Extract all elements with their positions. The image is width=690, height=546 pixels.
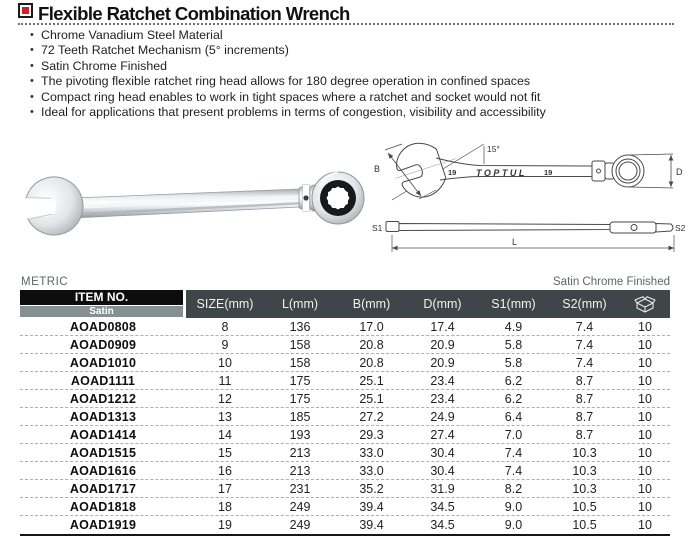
spec-cell-d: 31.9 — [430, 481, 455, 496]
page-title: Flexible Ratchet Combination Wrench — [38, 3, 350, 24]
spec-cell-size: 13 — [218, 409, 232, 424]
table-row — [20, 372, 670, 390]
spec-cell-l: 213 — [289, 463, 311, 478]
dim-b-label: B — [374, 164, 381, 174]
carton-box-icon — [634, 296, 656, 313]
angle-label: 15° — [487, 144, 500, 154]
dim-l-label: L — [512, 237, 518, 247]
item-no-cell: AOAD1313 — [69, 409, 137, 424]
spec-cell-s2: 8.7 — [575, 427, 594, 442]
feature-item: • 72 Teeth Ratchet Mechanism (5° increments) — [30, 43, 546, 58]
item-no-cell: AOAD1717 — [69, 481, 137, 496]
spec-cell-s1: 6.4 — [504, 409, 523, 424]
spec-cell-size: 10 — [218, 355, 232, 370]
spec-cell-d: 34.5 — [430, 499, 455, 514]
pack-qty-cell: 10 — [638, 373, 652, 388]
pack-qty-cell: 10 — [638, 518, 652, 532]
spec-table-rows — [20, 318, 670, 536]
dim-s1-label: S1 — [372, 223, 383, 233]
spec-cell-b: 39.4 — [359, 518, 384, 532]
spec-cell-b: 25.1 — [359, 373, 384, 388]
spec-cell-d: 27.4 — [430, 427, 455, 442]
feature-item: • Compact ring head enables to work in tight spaces where a ratchet and socket would not fit — [30, 90, 546, 105]
spec-cell-d: 30.4 — [430, 463, 455, 478]
metric-label: METRIC — [21, 276, 69, 288]
feature-item: • Satin Chrome Finished — [30, 59, 546, 74]
spec-cell-b: 17.0 — [359, 319, 384, 334]
table-row — [20, 354, 670, 372]
title-underline-dots — [18, 23, 674, 25]
spec-cell-s2: 8.7 — [575, 409, 594, 424]
spec-cell-s2: 10.5 — [572, 499, 597, 514]
spec-cell-b: 27.2 — [359, 409, 384, 424]
table-row — [20, 390, 670, 408]
pack-qty-cell: 10 — [638, 445, 652, 460]
table-row — [20, 336, 670, 354]
spec-cell-s2: 7.4 — [575, 337, 594, 352]
item-no-cell: AOAD0909 — [69, 337, 137, 352]
feature-list — [30, 28, 546, 120]
pack-qty-cell: 10 — [638, 319, 652, 334]
spec-cell-size: 12 — [218, 391, 232, 406]
spec-cell-s2: 10.3 — [572, 481, 597, 496]
item-no-cell: AOAD0808 — [69, 319, 137, 334]
spec-cell-s1: 5.8 — [504, 355, 523, 370]
open-end-head — [16, 170, 90, 251]
spec-cell-d: 23.4 — [430, 391, 455, 406]
pack-qty-cell: 10 — [638, 463, 652, 478]
pack-qty-cell: 10 — [638, 427, 652, 442]
spec-cell-s2: 10.5 — [572, 518, 597, 532]
pack-qty-cell: 10 — [638, 355, 652, 370]
pack-qty-header — [620, 296, 670, 313]
spec-cell-size: 16 — [218, 463, 232, 478]
spec-cell-s1: 5.8 — [504, 337, 523, 352]
table-row — [20, 480, 670, 498]
item-no-cell: AOAD1212 — [69, 391, 137, 406]
wrench-photo — [16, 148, 368, 266]
dim-s2-label: S2 — [675, 223, 686, 233]
column-header: S1(mm) — [491, 297, 536, 311]
spec-cell-l: 158 — [289, 355, 311, 370]
ratchet-ring-head — [312, 172, 364, 224]
spec-cell-l: 231 — [289, 481, 311, 496]
spec-cell-s1: 6.2 — [504, 373, 523, 388]
table-row — [20, 516, 670, 534]
pack-qty-cell: 10 — [638, 481, 652, 496]
wrench-top-view-drawing — [372, 138, 688, 216]
table-row — [20, 426, 670, 444]
spec-cell-size: 19 — [218, 518, 232, 532]
spec-cell-s1: 6.2 — [504, 391, 523, 406]
spec-cell-d: 20.9 — [430, 355, 455, 370]
spec-cell-l: 249 — [289, 518, 311, 532]
spec-cell-size: 15 — [218, 445, 232, 460]
dim-d-label: D — [676, 167, 683, 177]
spec-cell-b: 39.4 — [359, 499, 384, 514]
spec-header-band — [186, 290, 670, 318]
column-header: S2(mm) — [562, 297, 607, 311]
spec-cell-s1: 7.4 — [504, 445, 523, 460]
item-no-cell: AOAD1010 — [69, 355, 137, 370]
spec-cell-d: 30.4 — [430, 445, 455, 460]
column-header: L(mm) — [281, 297, 319, 311]
item-no-cell: AOAD1616 — [69, 463, 137, 478]
spec-cell-d: 17.4 — [430, 319, 455, 334]
spec-cell-b: 25.1 — [359, 391, 384, 406]
feature-item: • Chrome Vanadium Steel Material — [30, 28, 546, 43]
table-row — [20, 462, 670, 480]
spec-cell-s2: 10.3 — [572, 463, 597, 478]
red-square-bullet-icon — [18, 3, 33, 18]
spec-cell-b: 33.0 — [359, 445, 384, 460]
spec-cell-size: 9 — [221, 337, 229, 352]
spec-cell-s2: 10.3 — [572, 445, 597, 460]
spec-cell-s2: 8.7 — [575, 391, 594, 406]
spec-cell-l: 213 — [289, 445, 311, 460]
spec-cell-l: 175 — [289, 373, 311, 388]
item-no-cell: AOAD1919 — [69, 518, 137, 532]
spec-cell-l: 185 — [289, 409, 311, 424]
size-stamp-left: 19 — [448, 168, 457, 177]
item-no-cell: AOAD1414 — [69, 427, 137, 442]
table-row — [20, 318, 670, 336]
feature-item: • The pivoting flexible ratchet ring head allows for 180 degree operation in confined spaces — [30, 74, 546, 89]
spec-cell-size: 8 — [221, 319, 229, 334]
spec-cell-s1: 7.0 — [504, 427, 523, 442]
size-stamp-right: 19 — [544, 168, 553, 177]
pack-qty-cell: 10 — [638, 409, 652, 424]
spec-cell-d: 34.5 — [430, 518, 455, 532]
spec-cell-l: 175 — [289, 391, 311, 406]
spec-cell-b: 20.8 — [359, 337, 384, 352]
spec-cell-size: 17 — [218, 481, 232, 496]
item-no-header: ITEM NO. — [20, 290, 183, 305]
spec-cell-d: 24.9 — [430, 409, 455, 424]
spec-cell-b: 33.0 — [359, 463, 384, 478]
spec-cell-size: 18 — [218, 499, 232, 514]
item-no-cell: AOAD1818 — [69, 499, 137, 514]
feature-item: • Ideal for applications that present problems in terms of congestion, visibility and accessibility — [30, 105, 546, 120]
column-header: B(mm) — [352, 297, 391, 311]
pack-qty-cell: 10 — [638, 499, 652, 514]
page-header — [18, 3, 350, 25]
spec-cell-s1: 9.0 — [504, 518, 523, 532]
spec-cell-l: 158 — [289, 337, 311, 352]
finish-label: Satin Chrome Finished — [553, 276, 670, 288]
pack-qty-cell: 10 — [638, 337, 652, 352]
spec-cell-s2: 7.4 — [575, 355, 594, 370]
spec-cell-size: 14 — [218, 427, 232, 442]
spec-cell-b: 35.2 — [359, 481, 384, 496]
column-header: D(mm) — [423, 297, 462, 311]
spec-cell-s1: 4.9 — [504, 319, 523, 334]
spec-cell-l: 249 — [289, 499, 311, 514]
spec-cell-s2: 7.4 — [575, 319, 594, 334]
spec-cell-l: 193 — [289, 427, 311, 442]
spec-cell-s1: 9.0 — [504, 499, 523, 514]
column-header: SIZE(mm) — [196, 297, 254, 311]
item-no-cell: AOAD1111 — [70, 373, 136, 388]
pack-qty-cell: 10 — [638, 391, 652, 406]
table-row — [20, 408, 670, 426]
spec-cell-s1: 7.4 — [504, 463, 523, 478]
spec-cell-size: 11 — [218, 373, 232, 388]
spec-cell-s2: 8.7 — [575, 373, 594, 388]
spec-cell-b: 20.8 — [359, 355, 384, 370]
spec-cell-b: 29.3 — [359, 427, 384, 442]
brand-stamp: TOPTUL — [476, 168, 527, 178]
item-no-subheader: Satin — [20, 306, 183, 317]
item-no-cell: AOAD1515 — [69, 445, 137, 460]
red-square-bullet-core — [22, 7, 29, 14]
wrench-side-view-drawing — [372, 214, 688, 262]
table-row — [20, 498, 670, 516]
spec-cell-s1: 8.2 — [504, 481, 523, 496]
table-row — [20, 444, 670, 462]
spec-cell-d: 23.4 — [430, 373, 455, 388]
spec-cell-l: 136 — [289, 319, 311, 334]
spec-cell-d: 20.9 — [430, 337, 455, 352]
